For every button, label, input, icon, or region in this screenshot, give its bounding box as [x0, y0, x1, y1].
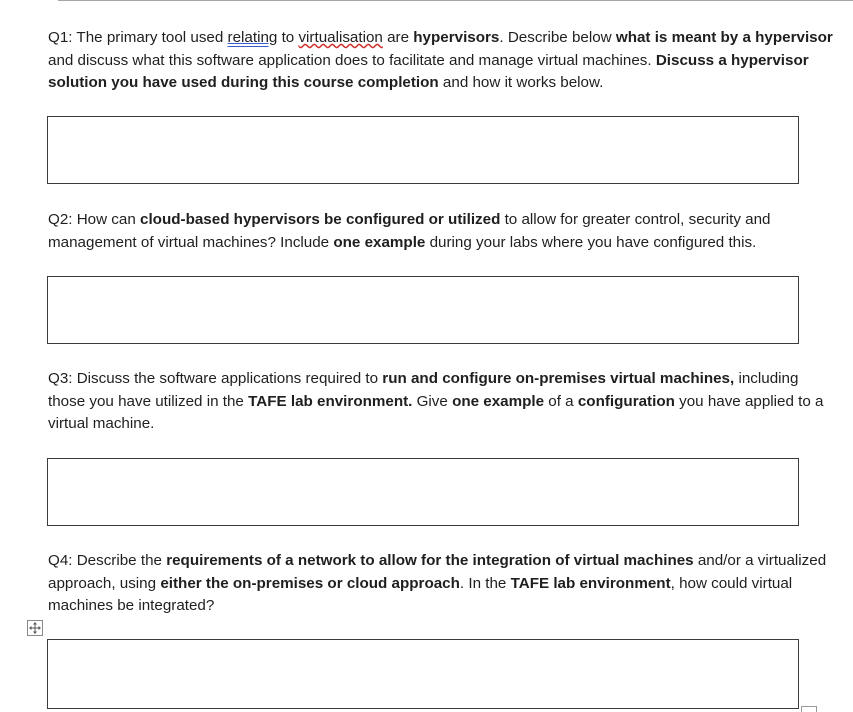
answer-box-3[interactable] [47, 458, 799, 526]
table-resize-handle[interactable] [801, 706, 817, 712]
page-top-rule [58, 0, 853, 1]
question-1: Q1: The primary tool used relating to virtualisation are hypervisors. Describe below what is meant by a hypervisor and discuss what this software application does to facilitate and manage virtual machines. Discuss a hypervisor solution you have used during this course completion and how it works below. [48, 29, 833, 91]
answer-box-1[interactable] [47, 116, 799, 184]
four-arrow-move-icon[interactable] [27, 620, 43, 636]
question-3: Q3: Discuss the software applications required to run and configure on-premises virtual machines, including those you have utilized in the TAFE lab environment. Give one example of a configuration you have applied to a virtual machine. [48, 370, 824, 432]
answer-box-2[interactable] [47, 276, 799, 344]
answer-box-4[interactable] [47, 639, 799, 709]
question-2: Q2: How can cloud-based hypervisors be configured or utilized to allow for greater control, security and management of virtual machines? Include one example during your labs where you have configured this. [48, 211, 771, 251]
question-4: Q4: Describe the requirements of a network to allow for the integration of virtual machines and/or a virtualized approach, using either the on-premises or cloud approach. In the TAFE lab environment, how could virtual machines be integrated? [48, 552, 827, 614]
